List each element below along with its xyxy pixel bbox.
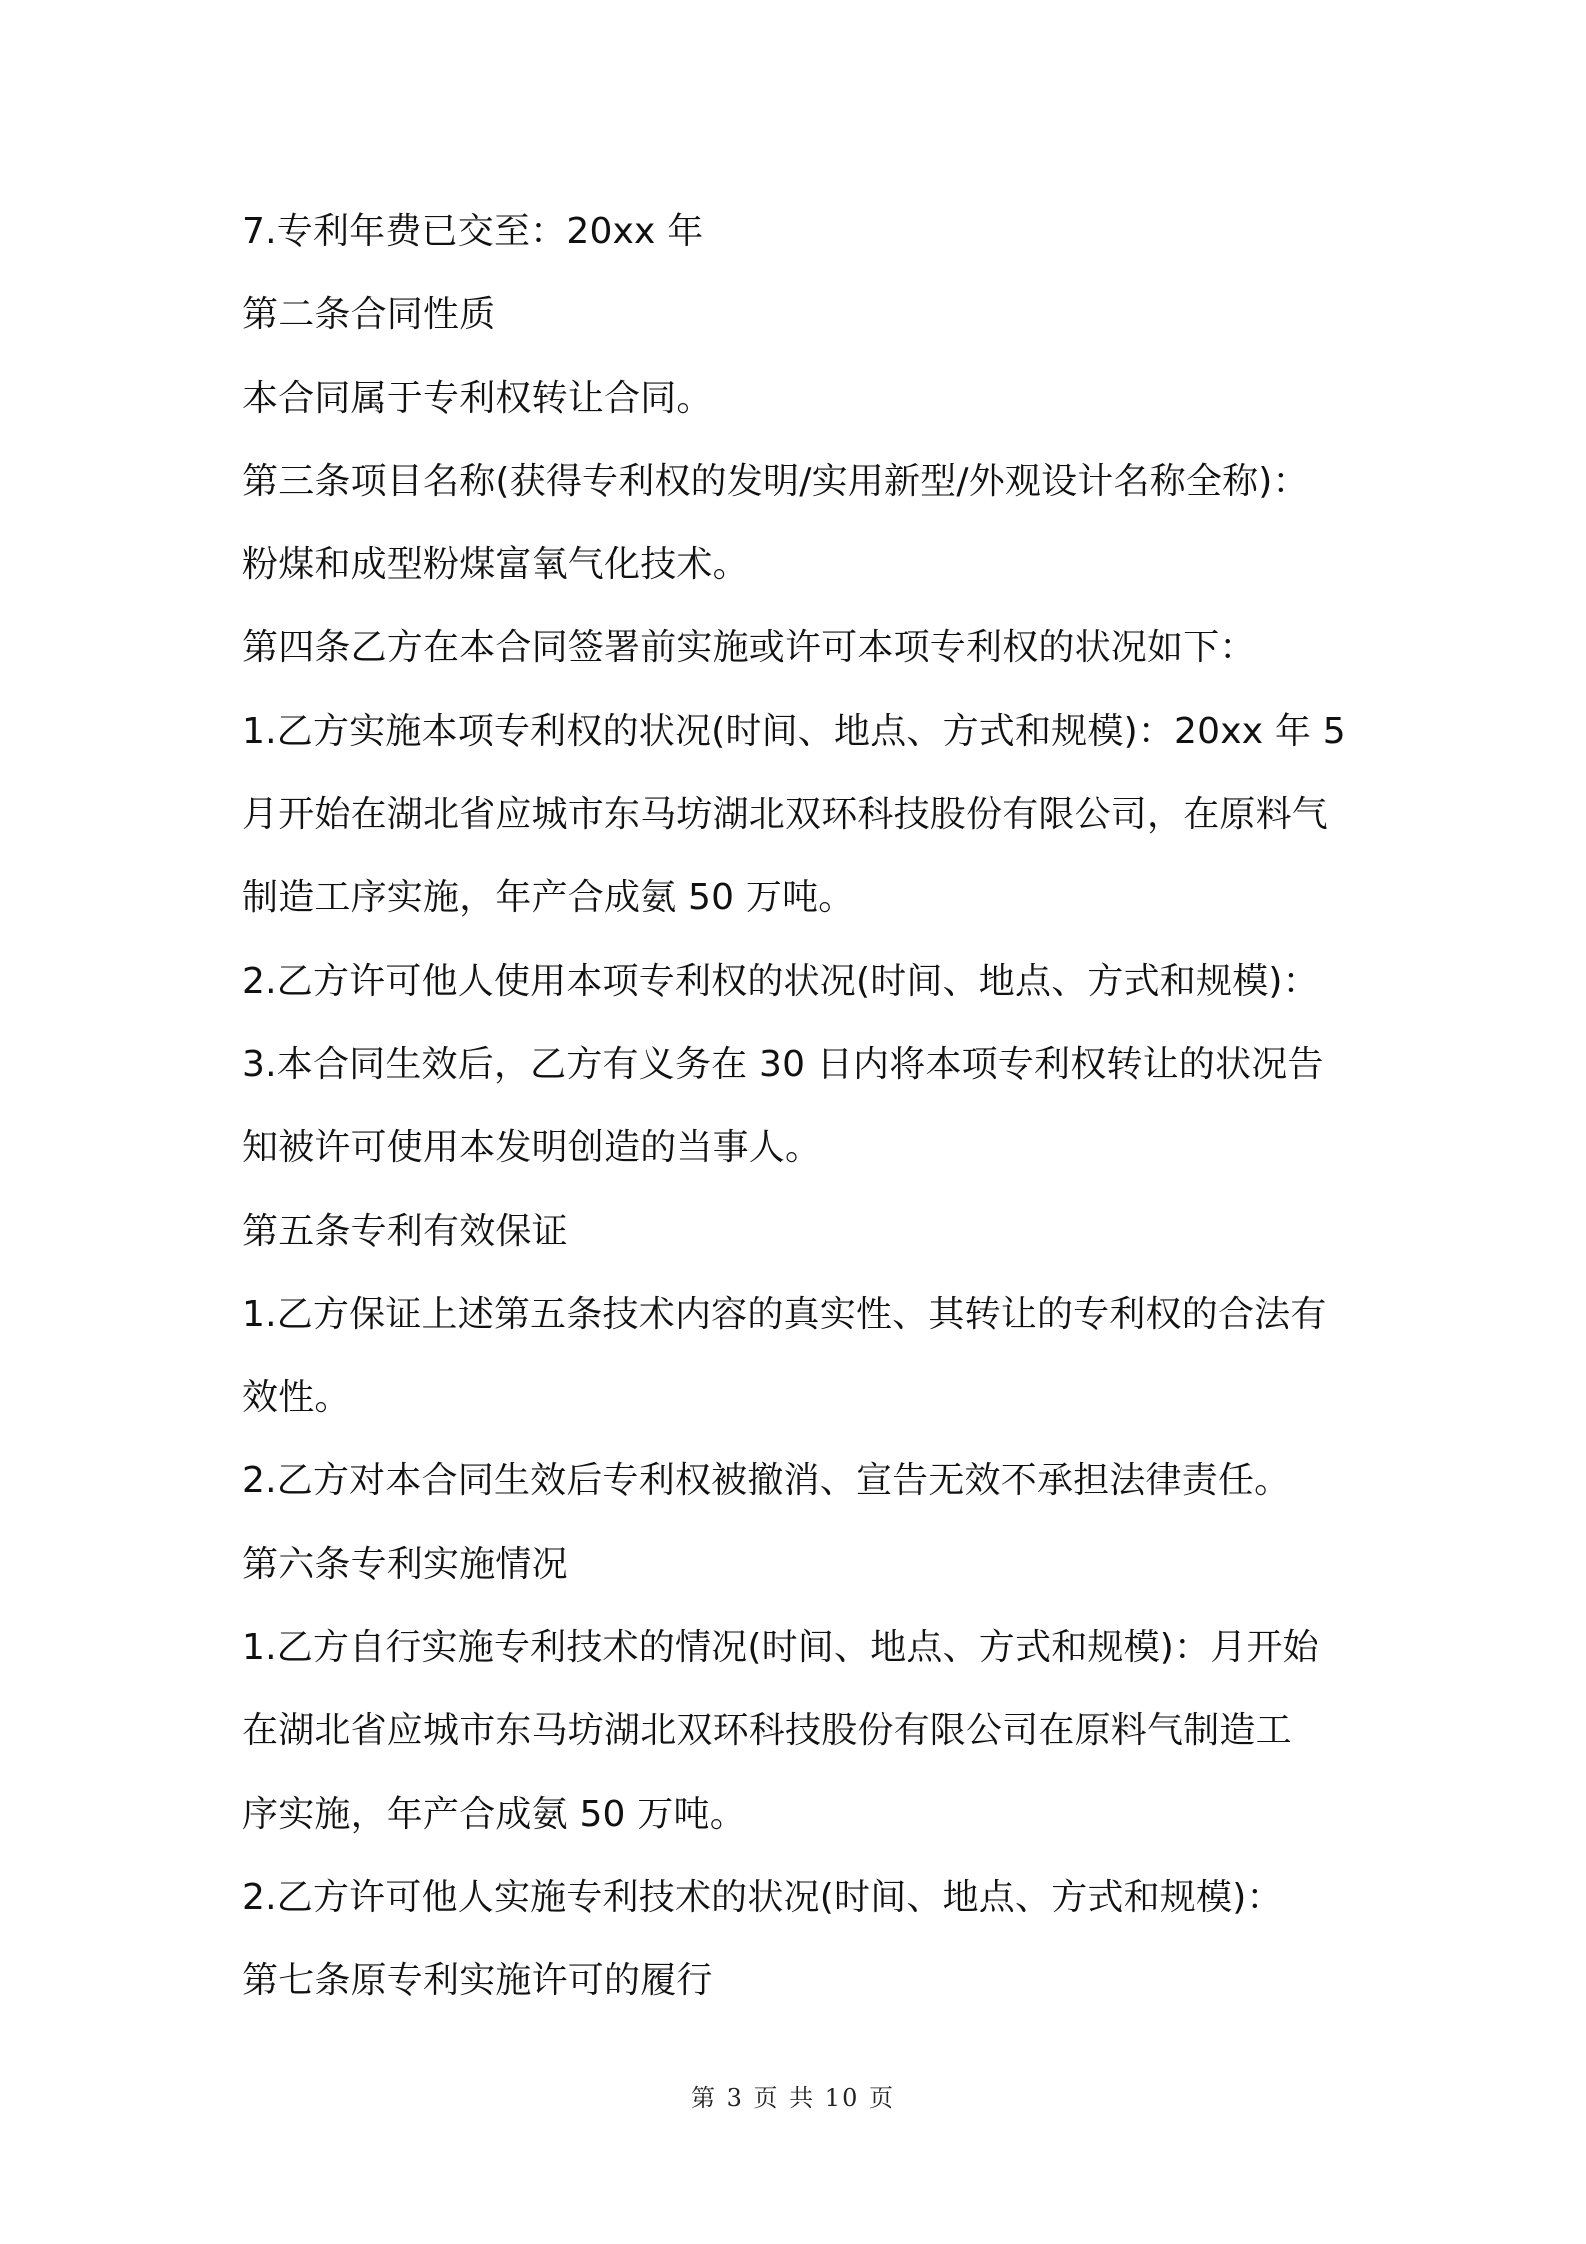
heading-article-4: 第四条乙方在本合同签署前实施或许可本项专利权的状况如下：	[242, 627, 1256, 669]
line-article-4-item-3b: 知被许可使用本发明创造的当事人。	[242, 1127, 822, 1169]
line-article-4-item-2: 2.乙方许可他人使用本项专利权的状况(时间、地点、方式和规模)：	[242, 960, 1319, 1002]
line-annual-fee: 7.专利年费已交至：20xx 年	[242, 211, 704, 252]
line-article-4-item-3a: 3.本合同生效后，乙方有义务在 30 日内将本项专利权转让的状况告	[242, 1043, 1324, 1085]
line-article-6-item-1b: 在湖北省应城市东马坊湖北双环科技股份有限公司在原料气制造工	[242, 1710, 1292, 1752]
line-article-4-item-1a: 1.乙方实施本项专利权的状况(时间、地点、方式和规模)：20xx 年 5	[242, 710, 1346, 752]
line-article-5-item-2: 2.乙方对本合同生效后专利权被撤消、宣告无效不承担法律责任。	[242, 1460, 1291, 1502]
line-article-6-item-1a: 1.乙方自行实施专利技术的情况(时间、地点、方式和规模)：月开始	[242, 1627, 1319, 1669]
document-body	[242, 190, 1358, 2023]
page-number-footer: 第 3 页 共 10 页	[691, 2084, 895, 2112]
heading-article-5: 第五条专利有效保证	[242, 1210, 568, 1252]
heading-article-2: 第二条合同性质	[242, 294, 496, 336]
line-article-5-item-1a: 1.乙方保证上述第五条技术内容的真实性、其转让的专利权的合法有	[242, 1293, 1327, 1335]
line-article-4-item-1b: 月开始在湖北省应城市东马坊湖北双环科技股份有限公司，在原料气	[242, 794, 1329, 836]
line-article-4-item-1c: 制造工序实施，年产合成氨 50 万吨。	[242, 877, 855, 919]
heading-article-3: 第三条项目名称(获得专利权的发明/实用新型/外观设计名称全称)：	[242, 460, 1309, 502]
line-contract-nature: 本合同属于专利权转让合同。	[242, 377, 713, 419]
line-article-5-item-1b: 效性。	[242, 1377, 351, 1419]
line-project-name: 粉煤和成型粉煤富氧气化技术。	[242, 544, 749, 586]
heading-article-7: 第七条原专利实施许可的履行	[242, 1960, 713, 2002]
heading-article-6: 第六条专利实施情况	[242, 1543, 568, 1585]
line-article-6-item-2: 2.乙方许可他人实施专利技术的状况(时间、地点、方式和规模)：	[242, 1876, 1283, 1918]
line-article-6-item-1c: 序实施，年产合成氨 50 万吨。	[242, 1793, 746, 1835]
